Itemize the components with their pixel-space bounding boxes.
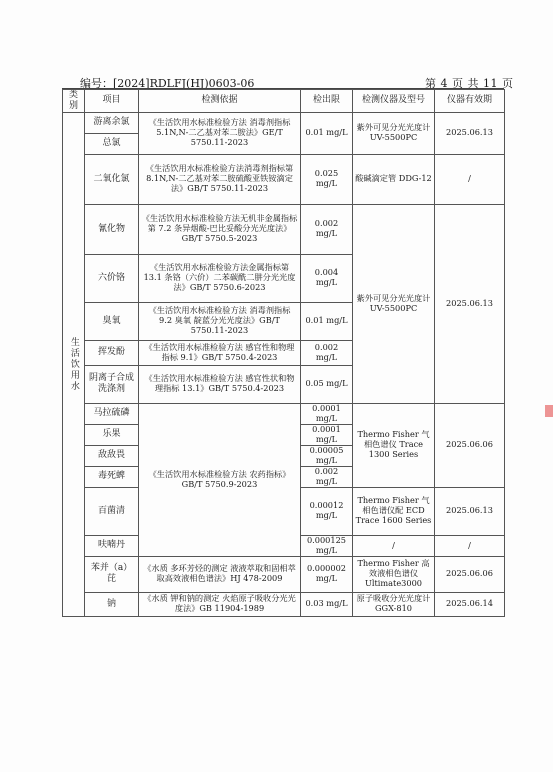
item-cell: 臭氧 [85, 302, 139, 340]
instrument-cell: 原子吸收分光光度计 GGX-810 [353, 592, 435, 616]
table-row [63, 112, 505, 133]
table-header-row [63, 90, 505, 113]
table-row [63, 592, 505, 616]
item-cell: 百菌清 [85, 487, 139, 535]
validity-cell: 2025.06.13 [435, 112, 505, 154]
instrument-cell: / [353, 535, 435, 556]
item-cell: 总氯 [85, 133, 139, 154]
item-cell: 挥发酚 [85, 340, 139, 365]
limit-cell: 0.0001 mg/L [301, 403, 353, 424]
item-cell: 毒死蜱 [85, 466, 139, 487]
limit-cell: 0.002 mg/L [301, 340, 353, 365]
item-cell: 敌敌畏 [85, 445, 139, 466]
limit-cell: 0.00012 mg/L [301, 487, 353, 535]
basis-cell: 《生活饮用水标准检验方法 感官性和物理指标 9.1》GB/T 5750.4-2023 [139, 340, 301, 365]
limit-cell: 0.025 mg/L [301, 154, 353, 204]
table-row [63, 204, 505, 254]
limit-cell: 0.002 mg/L [301, 466, 353, 487]
instrument-cell: 紫外可见分光光度计 UV-5500PC [353, 112, 435, 154]
basis-cell: 《水质 钾和钠的测定 火焰原子吸收分光光度法》GB 11904-1989 [139, 592, 301, 616]
basis-cell: 《生活饮用水标准检验方法 消毒剂指标 9.2 臭氧 靛蓝分光光度法》GB/T 5750.11-2023 [139, 302, 301, 340]
item-cell: 呋喃丹 [85, 535, 139, 556]
validity-cell: 2025.06.06 [435, 403, 505, 487]
limit-cell: 0.03 mg/L [301, 592, 353, 616]
item-cell: 苯并（a）芘 [85, 556, 139, 592]
item-cell: 马拉硫磷 [85, 403, 139, 424]
item-cell: 二氧化氯 [85, 154, 139, 204]
instrument-cell: Thermo Fisher 气相色谱仪配 ECD Trace 1600 Series [353, 487, 435, 535]
instrument-cell: 酸碱滴定管 DDG-12 [353, 154, 435, 204]
limit-cell: 0.000002 mg/L [301, 556, 353, 592]
validity-cell: 2025.06.13 [435, 204, 505, 403]
edge-stamp-mark [545, 405, 553, 417]
validity-cell: 2025.06.06 [435, 556, 505, 592]
item-cell: 六价铬 [85, 254, 139, 302]
basis-cell: 《水质 多环芳烃的测定 液液萃取和固相萃取高效液相色谱法》HJ 478-2009 [139, 556, 301, 592]
validity-cell: / [435, 154, 505, 204]
limit-cell: 0.05 mg/L [301, 365, 353, 403]
item-cell: 游离余氯 [85, 112, 139, 133]
limit-cell: 0.000125 mg/L [301, 535, 353, 556]
limit-cell: 0.01 mg/L [301, 112, 353, 154]
col-header-instrument: 检测仪器及型号 [353, 90, 435, 113]
instrument-cell: Thermo Fisher 高效液相色谱仪 Ultimate3000 [353, 556, 435, 592]
basis-cell: 《生活饮用水标准检验方法 消毒剂指标 5.1N,N-二乙基对苯二胺法》GE/T 5750.11-2023 [139, 112, 301, 154]
item-cell: 氰化物 [85, 204, 139, 254]
basis-cell: 《生活饮用水标准检验方法消毒剂指标第 8.1N,N-二乙基对苯二胺硫酸亚铁铵滴定法》GB/T 5750.11-2023 [139, 154, 301, 204]
item-cell: 乐果 [85, 424, 139, 445]
item-cell: 阴离子合成洗涤剂 [85, 365, 139, 403]
instrument-cell: Thermo Fisher 气相色谱仪 Trace 1300 Series [353, 403, 435, 487]
basis-cell: 《生活饮用水标准检验方法金属指标第 13.1 条铬（六价）二苯碳酰二肼分光光度法》GB/T 5750.6-2023 [139, 254, 301, 302]
limit-cell: 0.00005 mg/L [301, 445, 353, 466]
col-header-limit: 检出限 [301, 90, 353, 113]
table-row [63, 556, 505, 592]
basis-cell: 《生活饮用水标准检验方法无机非金属指标 第 7.2 条异烟酸-巴比妥酸分光光度法》GB/T 5750.5-2023 [139, 204, 301, 254]
validity-cell: 2025.06.13 [435, 487, 505, 535]
validity-cell: 2025.06.14 [435, 592, 505, 616]
limit-cell: 0.002 mg/L [301, 204, 353, 254]
limit-cell: 0.01 mg/L [301, 302, 353, 340]
category-cell: 生活饮用水 [63, 112, 85, 616]
col-header-item: 项目 [85, 90, 139, 113]
test-methods-table [62, 89, 505, 617]
validity-cell: / [435, 535, 505, 556]
col-header-validity: 仪器有效期 [435, 90, 505, 113]
basis-cell: 《生活饮用水标准检验方法 感官性状和物理指标 13.1》GB/T 5750.4-2023 [139, 365, 301, 403]
basis-cell: 《生活饮用水标准检验方法 农药指标》GB/T 5750.9-2023 [139, 403, 301, 556]
page-info: 第 4 页 共 11 页 [425, 77, 514, 90]
limit-cell: 0.004 mg/L [301, 254, 353, 302]
instrument-cell: 紫外可见分光光度计 UV-5500PC [353, 204, 435, 403]
item-cell: 钠 [85, 592, 139, 616]
col-header-category: 类别 [63, 90, 85, 113]
table-row [63, 154, 505, 204]
col-header-basis: 检测依据 [139, 90, 301, 113]
limit-cell: 0.0001 mg/L [301, 424, 353, 445]
table-row [63, 403, 505, 424]
report-number: 编号：[2024]RDLFJ(HJ)0603-06 [80, 77, 255, 90]
